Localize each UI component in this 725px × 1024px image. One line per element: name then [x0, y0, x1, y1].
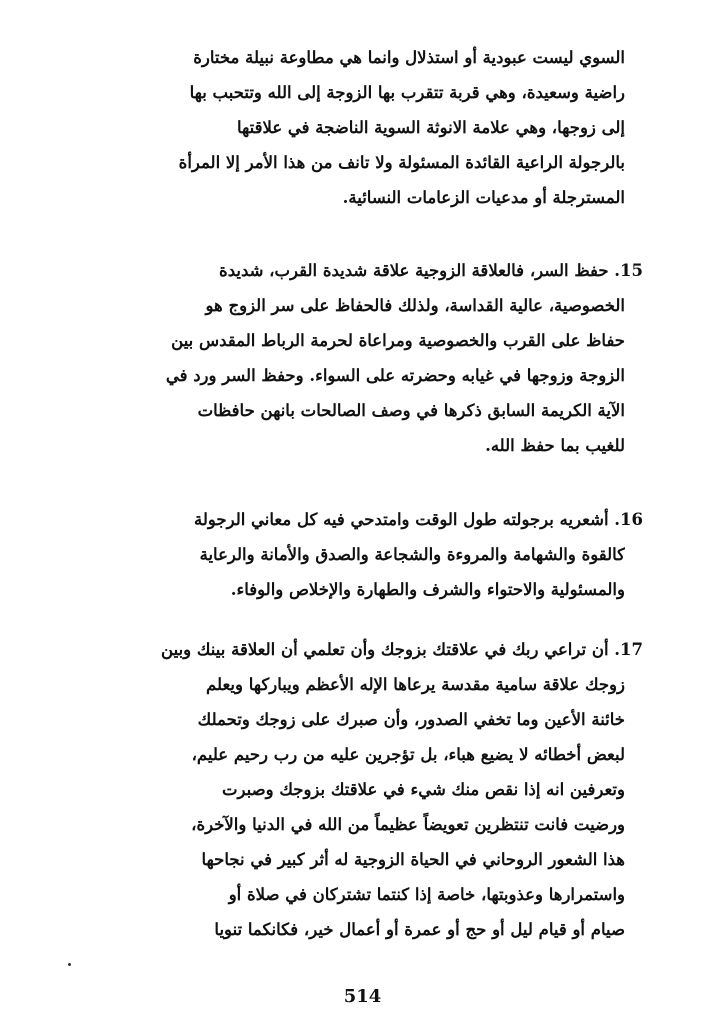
text-line: للغيب بما حفظ الله.	[485, 436, 625, 455]
paragraph-item-16	[97, 502, 643, 607]
paragraph-item-15	[97, 253, 643, 463]
text-line: المسترجلة أو مدعيات الزعامات النسائية.	[342, 188, 625, 207]
text-line: واستمرارها وعذوبتها، خاصة إذا كنتما تشتركان في صلاة أو	[228, 885, 625, 904]
text-line: زوجك علاقة سامية مقدسة يرعاها الإله الأعظم ويباركها ويعلم	[206, 675, 625, 694]
paragraph-item-17	[97, 632, 643, 947]
text-line: الخصوصية، عالية القداسة، ولذلك فالحفاظ على سر الزوج هو	[205, 296, 625, 315]
scan-speck	[68, 963, 71, 966]
text-line: الآية الكريمة السابق ذكرها في وصف الصالحات بانهن حافظات	[197, 401, 625, 420]
text-line: السوي ليست عبودية أو استذلال وانما هي مطاوعة نبيلة مختارة	[193, 48, 625, 67]
text-line: لبعض أخطائه لا يضيع هباء، بل تؤجرين عليه من رب رحيم عليم،	[191, 745, 625, 764]
text-line: بالرجولة الراعية القائدة المسئولة ولا تانف من هذا الأمر إلا المرأة	[178, 153, 625, 172]
text-line: وتعرفين انه إذا نقص منك شيء في علاقتك بزوجك وصبرت	[222, 780, 625, 799]
text-line: والمسئولية والاحتواء والشرف والطهارة والإخلاص والوفاء.	[230, 580, 625, 599]
text-line: صيام أو قيام ليل أو حج أو عمرة أو أعمال خير، فكانكما تنويا	[214, 920, 625, 939]
text-line: كالقوة والشهامة والمروءة والشجاعة والصدق والأمانة والرعاية	[199, 545, 625, 564]
text-line: هذا الشعور الروحاني في الحياة الزوجية له أثر كبير في نجاحها	[201, 850, 625, 869]
text-line: إلى زوجها، وهي علامة الانوثة السوية الناضجة في علاقتها	[236, 118, 625, 137]
text-line: الزوجة وزوجها في غيابه وحضرته على السواء. وحفظ السر ورد في	[165, 366, 625, 385]
text-line: 15. حفظ السر، فالعلاقة الزوجية علاقة شديدة القرب، شديدة	[219, 261, 643, 280]
text-line: حفاظ على القرب والخصوصية ومراعاة لحرمة الرباط المقدس بين	[171, 331, 625, 350]
text-line: ورضيت فانت تنتظرين تعويضاً عظيماً من الله في الدنيا والآخرة،	[191, 815, 625, 834]
page-number: 514	[343, 986, 382, 1007]
text-line: خائنة الأعين وما تخفي الصدور، وأن صبرك على زوجك وتحملك	[197, 710, 625, 729]
text-line: راضية وسعيدة، وهي قربة تتقرب بها الزوجة إلى الله وتتحبب بها	[189, 83, 625, 102]
text-line: 17. أن تراعي ربك في علاقتك بزوجك وأن تعلمي أن العلاقة بينك وبين	[161, 640, 643, 659]
paragraph-continuation	[97, 40, 625, 215]
text-line: 16. أشعريه برجولته طول الوقت وامتدحي فيه كل معاني الرجولة	[194, 510, 643, 529]
